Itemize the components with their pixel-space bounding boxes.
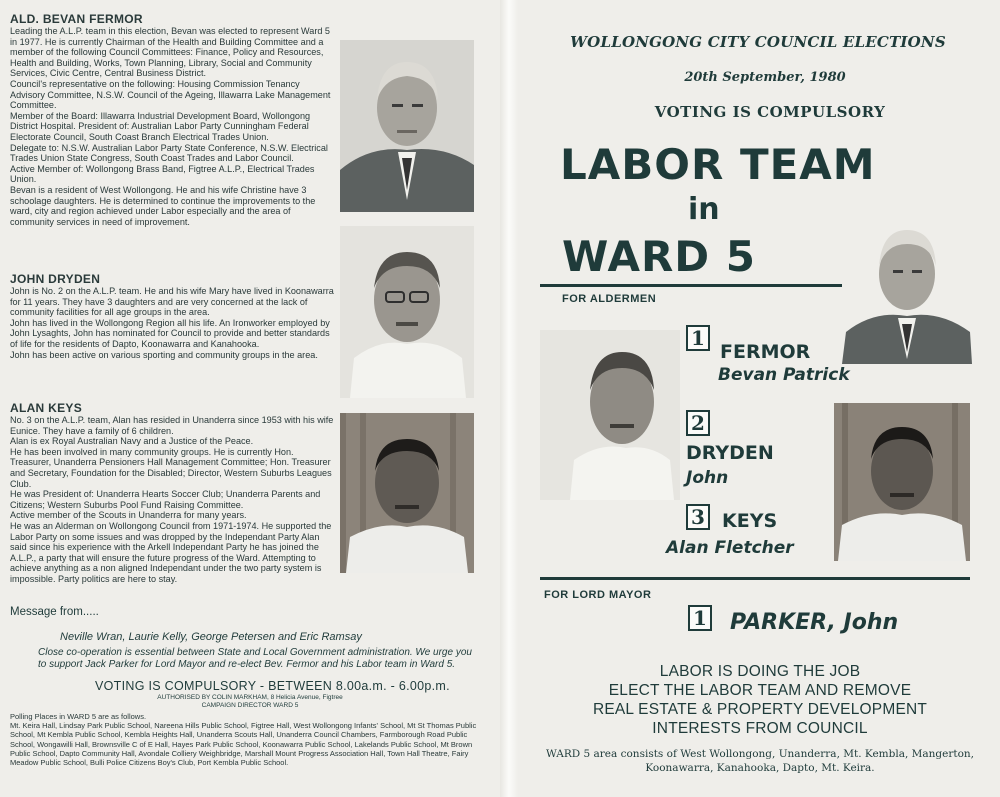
ballot-number-box: 1 <box>686 325 710 351</box>
polling-list: Mt. Keira Hall, Lindsay Park Public School, Nareena Hills Public School, Figtree Hall, West Wollongong Infants' School, Mt St Thomas Public School, Mt Kembla Public School, Kembla Heights Hall, Unanderra Scouts Hall, Unanderra Council Chambers, Farmborough Road Public School, Wongawilli Hall, Brownsville C of E Hall, Hayes Park Public School, Koonawarra Public School, Lakelands Public School, Mt Brown Public School, Dapto Community Hall, Avondale Colliery Weighbridge, Marshall Mount Progress Association Hall, Town Hall Theatre, Fairy Meadow Public School, Bulli Police Citizens Boy's Club, Port Kembla Public School. <box>10 721 477 768</box>
portrait-icon <box>340 40 474 212</box>
bio-paragraph: Active Member of: Wollongong Brass Band, Figtree A.L.P., Electrical Trades Union. <box>10 163 315 185</box>
bio-paragraph: John is No. 2 on the A.L.P. team. He and his wife Mary have lived in Koonawarra for 11 years. They have 3 daughters and are very concerned at the lack of community facilities for all age groups in the area. <box>10 286 334 318</box>
slogan-line: INTERESTS FROM COUNCIL <box>652 720 868 737</box>
bio-paragraph: Bevan is a resident of West Wollongong. He and his wife Christine have 3 schoolage daughters. He is determined to continue the improvements to the ward, city and region achieved under Labor especially and the area of community services in need of improvement. <box>10 184 316 227</box>
authorised-by <box>10 694 490 710</box>
bio-paragraph: Member of the Board: Illawarra Industrial Development Board, Wollongong District Hospital. President of: Australian Labor Party Cunningham Federal Electorate Council, South Coast Branch Electrical Trades Union. <box>10 110 311 142</box>
for-lord-mayor-label: FOR LORD MAYOR <box>544 589 652 601</box>
bio-paragraph: Alan is ex Royal Australian Navy and a Justice of the Peace. <box>10 436 254 447</box>
election-title: WOLLONGONG CITY COUNCIL ELECTIONS <box>570 33 946 51</box>
message-heading: Message from..... <box>10 606 99 618</box>
for-aldermen-label: FOR ALDERMEN <box>562 293 657 305</box>
bio-paragraph: He was President of: Unanderra Hearts Soccer Club; Unanderra Parents and Citizens; Western Suburbs Pool Fund Raising Committee. <box>10 489 321 510</box>
polling-heading: Polling Places in WARD 5 are as follows. <box>10 712 147 721</box>
divider-rule <box>540 284 858 287</box>
ballot-number-box: 1 <box>688 605 712 631</box>
bio-alan-keys <box>10 401 336 585</box>
slogan-line: ELECT THE LABOR TEAM AND REMOVE <box>608 682 912 699</box>
slogan-line: REAL ESTATE & PROPERTY DEVELOPMENT <box>592 701 928 718</box>
photo-fermor-right <box>842 214 972 364</box>
mayor-candidate-name: PARKER, John <box>730 610 899 635</box>
portrait-icon <box>834 403 970 561</box>
portrait-icon <box>340 226 474 398</box>
portrait-icon <box>340 413 474 573</box>
photo-dryden-right <box>540 330 680 500</box>
right-panel <box>520 0 1000 797</box>
authorised-line: CAMPAIGN DIRECTOR WARD 5 <box>201 702 299 709</box>
bio-heading: ALAN KEYS <box>10 401 83 415</box>
candidate-surname: FERMOR <box>720 341 811 363</box>
headline-ward-5: WARD 5 <box>562 232 756 281</box>
ballot-number-box: 2 <box>686 410 710 436</box>
ward-area-line: WARD 5 area consists of West Wollongong, Unanderra, Mt. Kembla, Mangerton, <box>545 748 975 760</box>
headline-in: in <box>688 192 720 227</box>
bio-paragraph: Leading the A.L.P. team in this election, Bevan was elected to represent Ward 5 in 1977. He is currently Chairman of the Health and Building Committee and a member of the following Council Committees: Finance, Policy and Resources, Health and Building, Works, Town Planning, Library, Social and Community Services, Civic Centre, Central Business District. <box>10 26 330 79</box>
bio-paragraph: He has been involved in many community groups. He is currently Hon. Treasurer, Unanderra Pensioners Hall Management Committee; Hon. Treasurer and Secretary, Foundation for the Disabled; Director, Western Suburbs Leagues Club. <box>10 446 332 489</box>
bio-paragraph: Council's representative on the following: Housing Commission Tenancy Advisory Committee, N.S.W. Council of the Ageing, Illawarra Lake Management Committee. <box>10 78 331 111</box>
ward-area-line: Koonawarra, Kanahooka, Dapto, Mt. Keira. <box>645 762 875 774</box>
portrait-icon <box>842 214 972 364</box>
ballot-number-box: 3 <box>686 504 710 530</box>
bio-paragraph: John has lived in the Wollongong Region all his life. An Ironworker employed by John Lysaghts, John has nominated for Council to provide and better standards of life for the residents of Dapto, Koonawarra and Kanahooka. <box>10 317 330 349</box>
message-body: Close co-operation is essential between State and Local Government administration. We urge you to support Jack Parker for Lord Mayor and re-elect Bev. Fermor and his Labor team in Ward 5. <box>38 647 472 670</box>
candidate-given-name: Bevan Patrick <box>718 365 850 385</box>
polling-places <box>10 712 484 767</box>
campaign-slogan <box>545 662 975 738</box>
bio-john-dryden <box>10 272 336 360</box>
photo-bevan-fermor <box>340 40 474 212</box>
slogan-line: LABOR IS DOING THE JOB <box>659 663 861 680</box>
bio-heading: JOHN DRYDEN <box>10 272 101 286</box>
election-date: 20th September, 1980 <box>684 70 846 85</box>
authorised-line: AUTHORISED BY COLIN MARKHAM, 8 Helicia Avenue, Figtree <box>157 694 343 701</box>
photo-alan-keys <box>340 413 474 573</box>
left-panel <box>10 10 490 790</box>
candidate-surname: KEYS <box>722 510 778 532</box>
page-fold <box>500 0 518 797</box>
bio-paragraph: John has been active on various sporting and community groups in the area. <box>10 349 318 360</box>
headline-labor-team: LABOR TEAM <box>560 140 876 189</box>
bio-heading: ALD. BEVAN FERMOR <box>10 12 143 26</box>
candidate-given-name: John <box>686 468 729 488</box>
bio-paragraph: Delegate to: N.S.W. Australian Labor Party State Conference, N.S.W. Electrical Trades Union State Congress, South Coast Trades and Labor Council. <box>10 142 328 164</box>
photo-john-dryden <box>340 226 474 398</box>
candidate-given-name: Alan Fletcher <box>666 538 794 558</box>
bio-paragraph: No. 3 on the A.L.P. team, Alan has resided in Unanderra since 1953 with his wife Eunice. They have a family of 6 children. <box>10 415 334 436</box>
bio-paragraph: He was an Alderman on Wollongong Council from 1971-1974. He supported the Labor Party on some issues and was dropped by the Independant Party Alan said since his experience with the Arkell Independant Party he has joined the A.L.P., a party that will ensure the future progress of the Ward. Attempting to achieve anything as a non aligned Independant under the two party system is impossible. Party politics are here to stay. <box>10 520 332 584</box>
divider-rule <box>540 577 970 580</box>
portrait-icon <box>540 330 680 500</box>
compulsory-notice: VOTING IS COMPULSORY <box>654 103 886 121</box>
bio-paragraph: Active member of the Scouts in Unanderra for many years. <box>10 510 247 521</box>
ward-area-description <box>540 747 980 775</box>
candidate-surname: DRYDEN <box>686 442 774 464</box>
photo-keys-right <box>834 403 970 561</box>
bio-bevan-fermor <box>10 12 336 227</box>
message-names: Neville Wran, Laurie Kelly, George Petersen and Eric Ramsay <box>60 631 362 643</box>
voting-hours: VOTING IS COMPULSORY - BETWEEN 8.00a.m. - 6.00p.m. <box>95 679 450 693</box>
